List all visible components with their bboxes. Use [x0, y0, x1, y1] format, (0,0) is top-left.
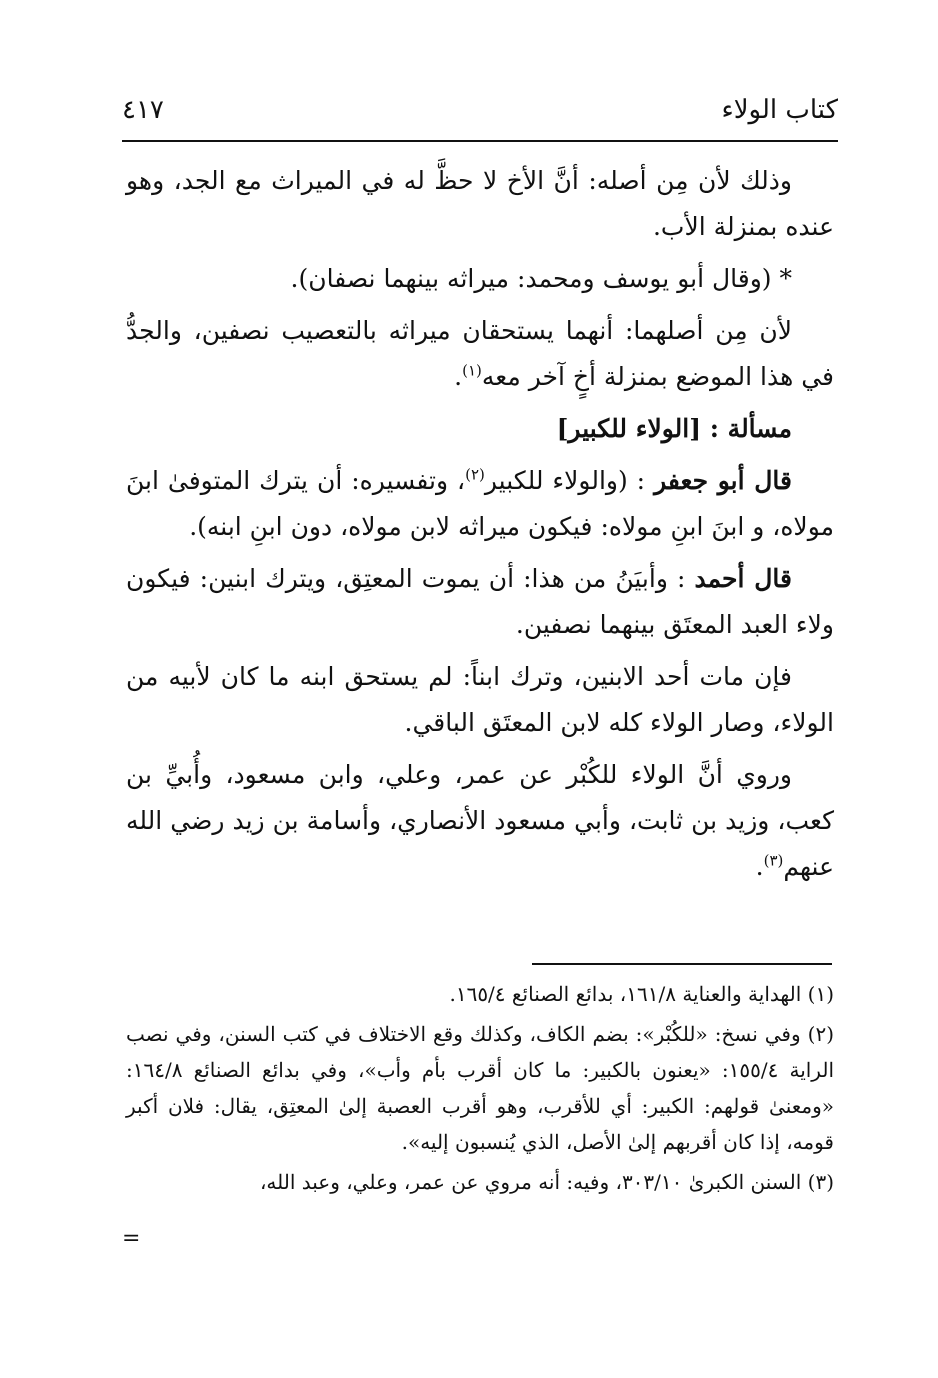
main-text [126, 158, 834, 896]
footnotes [126, 976, 834, 1204]
paragraph: قال أحمد : وأبيَنُ من هذا: أن يموت المعتِق، ويترك ابنين: فيكون ولاء العبد المعتَق بينهما نصفين. [126, 564, 834, 639]
speaker-label: قال أبو جعفر [654, 466, 792, 495]
paragraph: لأن مِن أصلهما: أنهما يستحقان ميراثه بالتعصيب نصفين، والجدُّ في هذا الموضع بمنزلة أخٍ آخر معه$^{(١)}$. [126, 316, 834, 391]
section-heading: مسألة : [الولاء للكبير] [556, 414, 792, 443]
footnote: (٢) وفي نسخ: «للكُبْر»: بضم الكاف، وكذلك وقع الاختلاف في كتب السنن، وفي نصب الراية ١٥٥/٤: «يعنون بالكبير: ما كان أقرب بأم وأب»، وفي بدائع الصنائع ١٦٤/٨: «ومعنىٰ قولهم: الكبير: أي للأقرب، وهو أقرب العصبة إلىٰ المعتِق، يقال: فلان أكبر قومه، إذا كان أقربهم إلىٰ الأصل، الذي يُنسبون إليه». [126, 1022, 834, 1154]
paragraph: وذلك لأن مِن أصله: أنَّ الأخ لا حظَّ له في الميراث مع الجد، وهو عنده بمنزلة الأب. [126, 166, 834, 241]
footnote: (١) الهداية والعناية ١٦١/٨، بدائع الصنائع ١٦٥/٤. [449, 982, 834, 1006]
speaker-label: قال أحمد [694, 564, 792, 593]
paragraph: فإن مات أحد الابنين، وترك ابناً: لم يستحق ابنه ما كان لأبيه من الولاء، وصار الولاء كله لابن المعتَق الباقي. [126, 662, 834, 737]
paragraph: وروي أنَّ الولاء للكُبْر عن عمر، وعلي، وابن مسعود، وأُبيِّ بن كعب، وزيد بن ثابت، وأبي مسعود الأنصاري، وأسامة بن زيد رضي الله عنهم$^{(٣)}$. [126, 760, 834, 881]
running-header [122, 88, 838, 132]
paragraph: * (وقال أبو يوسف ومحمد: ميراثه بينهما نصفان). [290, 264, 792, 293]
chapter-title: كتاب الولاء [721, 95, 838, 125]
footnote-ref: (٣) [763, 851, 784, 870]
footnote-ref: (٢) [465, 465, 485, 484]
header-rule [122, 140, 838, 142]
continuation-mark: = [122, 1226, 141, 1251]
footnote-divider [532, 963, 832, 965]
footnote-ref: (١) [462, 361, 482, 380]
page-number: ٤١٧ [122, 95, 164, 125]
footnote: (٣) السنن الكبرىٰ ٣٠٣/١٠، وفيه: أنه مروي عن عمر، وعلي، وعبد الله، [259, 1170, 834, 1194]
paragraph: قال أبو جعفر : (والولاء للكبير$^{(٢)}$، وتفسيره: أن يترك المتوفىٰ ابنَ مولاه، و ابنَ ابنِ مولاه: فيكون ميراثه لابن مولاه، دون ابنِ ابنه). [126, 465, 834, 541]
